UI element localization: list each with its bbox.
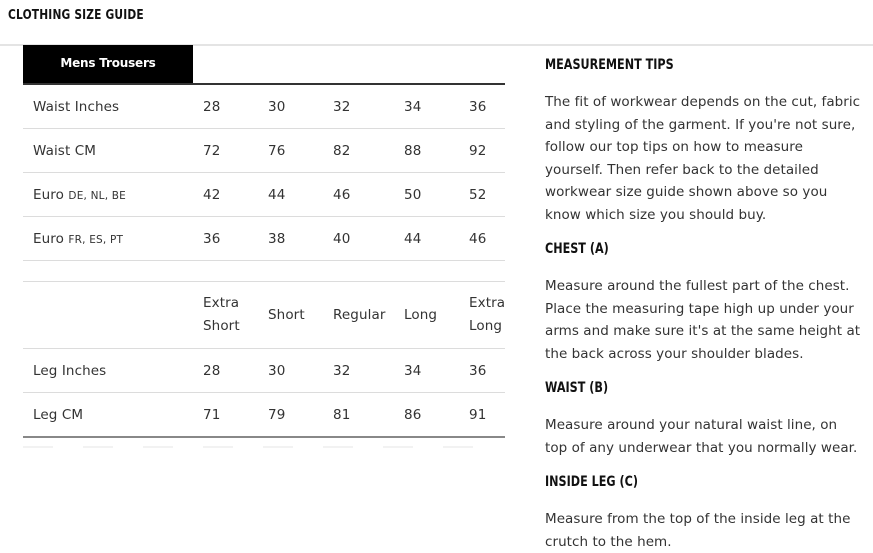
table-cell: 46 [469,217,505,261]
table-cell: 34 [404,349,469,393]
table-cell: 38 [268,217,333,261]
table-cell: 76 [268,129,333,173]
table-cell: 42 [203,173,268,217]
row-label: Leg CM [23,393,203,438]
row-label [23,173,203,217]
row-label-main: Euro [33,186,64,203]
row-label: Leg Inches [23,349,203,393]
fit-label-line1: Extra [469,295,506,311]
table-cell: 79 [268,393,333,438]
fit-label-line2: Short [203,318,240,334]
row-label-region: FR, ES, PT [68,233,124,246]
measurement-tips-panel [545,57,863,553]
fit-cell [333,282,404,349]
inside-leg-heading: INSIDE LEG (C) [545,474,638,490]
fit-label-line1: Extra [203,295,240,311]
table-cell: 44 [268,173,333,217]
table-cell: 36 [203,217,268,261]
fit-label-line2: Long [469,318,503,334]
table-cell: 32 [333,85,404,129]
tab-mens-trousers[interactable]: Mens Trousers [23,45,193,83]
table-row-euro-fr-es-pt [23,217,505,261]
waist-text: Measure around your natural waist line, on top of any underwear that you normally wear. [545,417,858,456]
row-label: Waist Inches [23,85,203,129]
table-row-spacer [23,261,505,282]
table-cell: 28 [203,85,268,129]
tips-intro: The fit of workwear depends on the cut, fabric and styling of the garment. If you're not sure, follow our top tips on how to measure yourself. Then refer back to the detailed workwear size guide shown above so you know which size you should buy. [545,94,861,223]
fit-cell [469,282,505,349]
table-cell: 28 [203,349,268,393]
table-cell [469,261,505,282]
table-cell: 81 [333,393,404,438]
table-cell [404,261,469,282]
table-cell [23,261,203,282]
table-cell: 71 [203,393,268,438]
table-row-waist-inches [23,85,505,129]
row-label: Waist CM [23,129,203,173]
chest-heading: CHEST (A) [545,241,609,257]
table-cell: 88 [404,129,469,173]
fit-label-line1: Regular [333,306,386,323]
table-row-leg-inches [23,349,505,393]
page-title: CLOTHING SIZE GUIDE [8,8,144,23]
fit-cell [404,282,469,349]
inside-leg-text: Measure from the top of the inside leg at the crutch to the hem. [545,511,851,550]
table-cell [23,282,203,349]
table-cell [333,261,404,282]
table-cell: 91 [469,393,505,438]
table-cell: 72 [203,129,268,173]
table-row-leg-cm [23,393,505,438]
table-cell: 92 [469,129,505,173]
table-cell: 36 [469,349,505,393]
table-cell [203,261,268,282]
table-cell: 52 [469,173,505,217]
table-cell: 44 [404,217,469,261]
size-table-section [23,45,505,448]
waist-heading: WAIST (B) [545,380,609,396]
tips-heading: MEASUREMENT TIPS [545,57,674,73]
table-cell: 46 [333,173,404,217]
fit-cell [203,282,268,349]
table-cell: 30 [268,85,333,129]
table-cell: 32 [333,349,404,393]
table-row-fit [23,282,505,349]
table-cell [268,261,333,282]
table-cell: 30 [268,349,333,393]
chest-text: Measure around the fullest part of the chest. Place the measuring tape high up under your arms and make sure it's at the same height at the back across your shoulder blades. [545,278,861,362]
table-cell: 36 [469,85,505,129]
table-row-euro-de-nl-be [23,173,505,217]
table-cell: 34 [404,85,469,129]
table-cell: 40 [333,217,404,261]
row-label-main: Euro [33,230,64,247]
table-row-waist-cm [23,129,505,173]
table-cell: 50 [404,173,469,217]
table-cell: 82 [333,129,404,173]
row-label-region: DE, NL, BE [68,189,127,202]
fit-label-line1: Short [268,306,305,323]
size-table [23,85,505,438]
table-cell: 86 [404,393,469,438]
row-label [23,217,203,261]
fit-label-line1: Long [404,306,438,323]
table-footer-divider [23,446,501,448]
fit-cell [268,282,333,349]
